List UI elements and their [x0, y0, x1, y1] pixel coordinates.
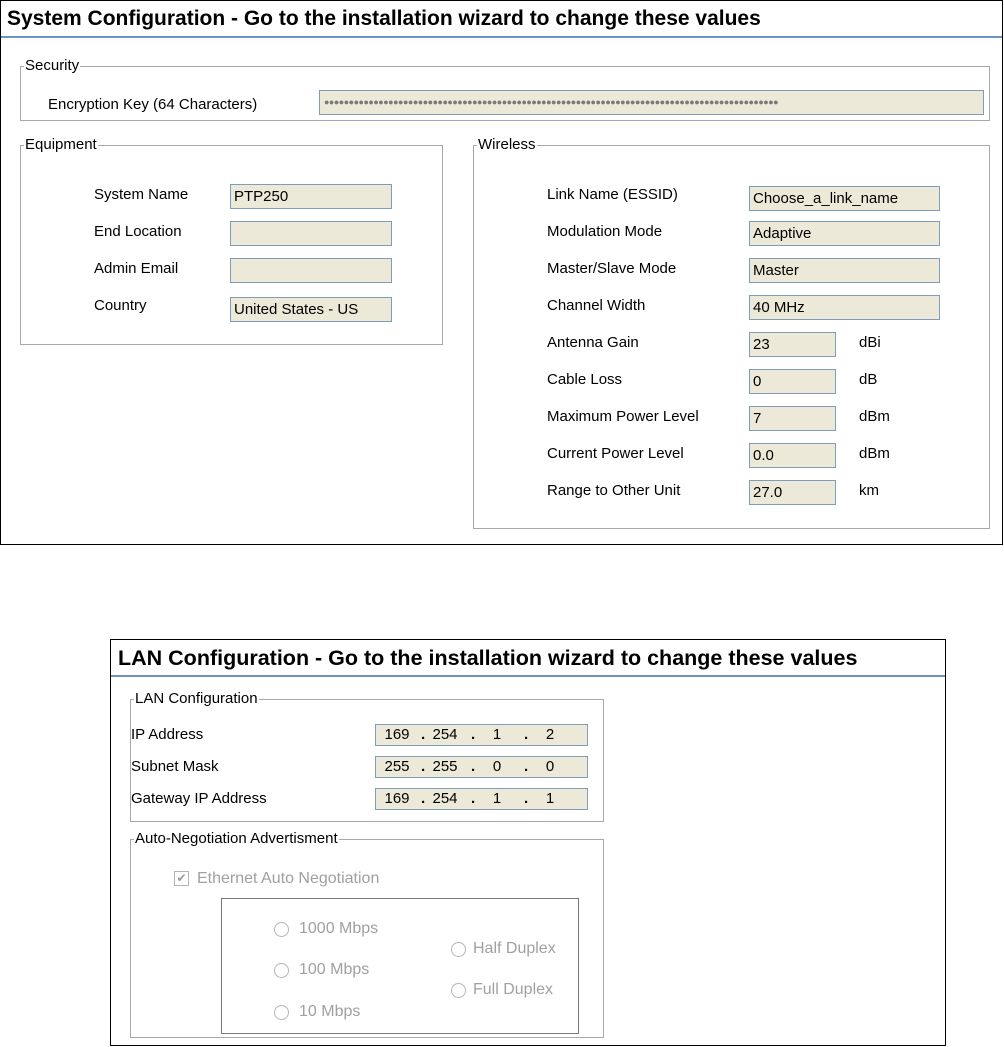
modulation-mode-label: Modulation Mode — [547, 223, 663, 240]
ip-address-field[interactable] — [375, 724, 588, 746]
system-configuration-title: System Configuration - Go to the installation wizard to change these values — [1, 1, 1002, 38]
equipment-legend: Equipment — [25, 136, 97, 153]
encryption-key-field[interactable]: ●●●●●●●●●●●●●●●●●●●●●●●●●●●●●●●●●●●●●●●●●●●●●●●●●●●●●●●●●●●●●●●●●●●●●●●●●●●●●●●●●●●●●●●●●●●● — [319, 90, 984, 115]
system-name-label: System Name — [94, 186, 189, 203]
link-name-label: Link Name (ESSID) — [547, 186, 678, 203]
gateway-ip-separator-2: . — [471, 790, 476, 807]
master-slave-mode-label: Master/Slave Mode — [547, 260, 677, 277]
speed-1000-radio[interactable] — [274, 922, 289, 937]
range-to-other-unit-label: Range to Other Unit — [547, 482, 681, 499]
subnet-mask-separator-1: . — [421, 758, 426, 775]
subnet-mask-label: Subnet Mask — [131, 758, 219, 775]
speed-1000-label: 1000 Mbps — [299, 920, 379, 937]
admin-email-label: Admin Email — [94, 260, 179, 277]
ip-address-label: IP Address — [131, 726, 204, 743]
ip-address-separator-3: . — [524, 726, 529, 743]
gateway-ip-octet-4[interactable]: 1 — [545, 790, 555, 807]
subnet-mask-octet-1[interactable]: 255 — [384, 758, 410, 775]
range-to-other-unit-field[interactable]: 27.0 — [749, 480, 836, 505]
country-label: Country — [94, 297, 147, 314]
ethernet-auto-negotiation-checkbox[interactable] — [174, 871, 189, 886]
end-location-field[interactable] — [230, 221, 392, 246]
modulation-mode-field[interactable]: Adaptive — [749, 221, 940, 246]
full-duplex-radio[interactable] — [451, 983, 466, 998]
maximum-power-level-label: Maximum Power Level — [547, 408, 699, 425]
cable-loss-label: Cable Loss — [547, 371, 623, 388]
cable-loss-field[interactable]: 0 — [749, 369, 836, 394]
ip-address-separator-1: . — [421, 726, 426, 743]
current-power-level-label: Current Power Level — [547, 445, 684, 462]
speed-100-label: 100 Mbps — [299, 961, 370, 978]
antenna-gain-label: Antenna Gain — [547, 334, 639, 351]
antenna-gain-field[interactable]: 23 — [749, 332, 836, 357]
gateway-ip-octet-3[interactable]: 1 — [492, 790, 502, 807]
ethernet-auto-negotiation-label: Ethernet Auto Negotiation — [197, 870, 380, 887]
security-legend: Security — [25, 57, 80, 74]
admin-email-field[interactable] — [230, 258, 392, 283]
antenna-gain-unit: dBi — [859, 334, 881, 351]
ip-address-octet-2[interactable]: 254 — [432, 726, 458, 743]
current-power-level-field[interactable]: 0.0 — [749, 443, 836, 468]
wireless-legend: Wireless — [478, 136, 536, 153]
checkmark-icon: ✔ — [176, 871, 187, 885]
subnet-mask-separator-2: . — [471, 758, 476, 775]
gateway-ip-octet-2[interactable]: 254 — [432, 790, 458, 807]
subnet-mask-octet-4[interactable]: 0 — [545, 758, 555, 775]
gateway-ip-address-field[interactable] — [375, 788, 588, 810]
subnet-mask-octet-2[interactable]: 255 — [432, 758, 458, 775]
auto-negotiation-legend: Auto-Negotiation Advertisment — [135, 830, 338, 847]
subnet-mask-field[interactable] — [375, 756, 588, 778]
maximum-power-level-field[interactable]: 7 — [749, 406, 836, 431]
ip-address-separator-2: . — [471, 726, 476, 743]
lan-configuration-title: LAN Configuration - Go to the installation wizard to change these values — [111, 640, 945, 677]
lan-configuration-panel — [110, 639, 946, 1046]
ip-address-octet-4[interactable]: 2 — [545, 726, 555, 743]
speed-10-radio[interactable] — [274, 1005, 289, 1020]
subnet-mask-separator-3: . — [524, 758, 529, 775]
range-to-other-unit-unit: km — [859, 482, 879, 499]
maximum-power-level-unit: dBm — [859, 408, 890, 425]
gateway-ip-separator-3: . — [524, 790, 529, 807]
lan-configuration-legend: LAN Configuration — [135, 690, 258, 707]
current-power-level-unit: dBm — [859, 445, 890, 462]
speed-10-label: 10 Mbps — [299, 1003, 361, 1020]
channel-width-label: Channel Width — [547, 297, 646, 314]
gateway-ip-separator-1: . — [421, 790, 426, 807]
end-location-label: End Location — [94, 223, 182, 240]
speed-100-radio[interactable] — [274, 963, 289, 978]
half-duplex-radio[interactable] — [451, 942, 466, 957]
country-field[interactable]: United States - US — [230, 297, 392, 322]
cable-loss-unit: dB — [859, 371, 878, 388]
encryption-key-label: Encryption Key (64 Characters) — [48, 96, 258, 113]
master-slave-mode-field[interactable]: Master — [749, 258, 940, 283]
gateway-ip-address-label: Gateway IP Address — [131, 790, 267, 807]
system-name-field[interactable]: PTP250 — [230, 184, 392, 209]
full-duplex-label: Full Duplex — [473, 981, 554, 998]
subnet-mask-octet-3[interactable]: 0 — [492, 758, 502, 775]
ip-address-octet-1[interactable]: 169 — [384, 726, 410, 743]
gateway-ip-octet-1[interactable]: 169 — [384, 790, 410, 807]
half-duplex-label: Half Duplex — [473, 940, 556, 957]
link-name-field[interactable]: Choose_a_link_name — [749, 186, 940, 211]
ip-address-octet-3[interactable]: 1 — [492, 726, 502, 743]
channel-width-field[interactable]: 40 MHz — [749, 295, 940, 320]
